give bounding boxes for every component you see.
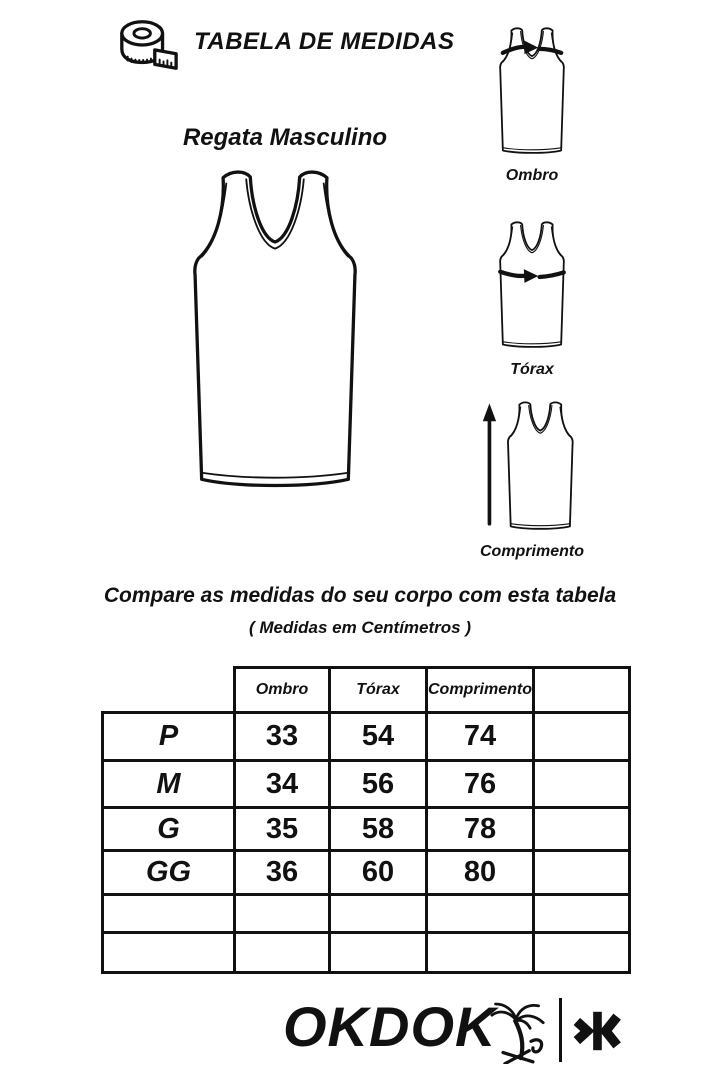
size-label	[103, 895, 235, 933]
size-table-header-row	[103, 668, 630, 713]
header-cell-blank	[103, 668, 235, 713]
ombro-value: 35	[235, 808, 330, 851]
page-title: TABELA DE MEDIDAS	[194, 28, 455, 55]
size-table	[101, 666, 631, 974]
tank-top-chest-arrow-icon	[491, 220, 573, 351]
extra-value	[534, 933, 630, 973]
extra-value	[534, 713, 630, 761]
logo-divider	[559, 998, 562, 1062]
table-row-empty-1	[103, 895, 630, 933]
guide-comprimento	[452, 400, 612, 561]
table-row-g	[103, 808, 630, 851]
compare-subheading: ( Medidas em Centímetros )	[249, 618, 471, 637]
header-cell-comprimento: Comprimento	[427, 668, 534, 713]
extra-value	[534, 808, 630, 851]
ombro-value: 36	[235, 851, 330, 895]
palm-tree-icon	[490, 1000, 546, 1069]
k-mark-icon	[573, 1007, 621, 1060]
compare-heading: Compare as medidas do seu corpo com esta tabela	[103, 584, 617, 607]
extra-value	[534, 761, 630, 808]
product-name: Regata Masculino	[182, 124, 388, 151]
table-row-m	[103, 761, 630, 808]
guide-comprimento-label: Comprimento	[480, 543, 584, 560]
tank-top-length-arrow-icon	[482, 400, 582, 533]
size-label: GG	[103, 851, 235, 895]
comprimento-value: 78	[427, 808, 534, 851]
size-label	[103, 933, 235, 973]
tank-top-illustration	[172, 166, 378, 501]
table-row-empty-2	[103, 933, 630, 973]
table-row-gg	[103, 851, 630, 895]
torax-value	[330, 933, 427, 973]
torax-value: 56	[330, 761, 427, 808]
size-label: P	[103, 713, 235, 761]
measuring-tape-icon	[116, 16, 180, 79]
ombro-value	[235, 895, 330, 933]
ombro-value	[235, 933, 330, 973]
extra-value	[534, 895, 630, 933]
extra-value	[534, 851, 630, 895]
header-cell-ombro: Ombro	[235, 668, 330, 713]
comprimento-value: 80	[427, 851, 534, 895]
torax-value: 58	[330, 808, 427, 851]
compare-text-block	[0, 584, 720, 638]
comprimento-value	[427, 895, 534, 933]
torax-value: 60	[330, 851, 427, 895]
guide-ombro	[462, 26, 602, 185]
torax-value: 54	[330, 713, 427, 761]
ombro-value: 33	[235, 713, 330, 761]
table-row-p	[103, 713, 630, 761]
comprimento-value: 76	[427, 761, 534, 808]
brand-wordmark: OKDOK	[283, 995, 497, 1058]
size-label: G	[103, 808, 235, 851]
guide-torax-label: Tórax	[510, 361, 554, 378]
header-cell-extra	[534, 668, 630, 713]
guide-ombro-label: Ombro	[505, 167, 559, 184]
comprimento-value	[427, 933, 534, 973]
comprimento-value: 74	[427, 713, 534, 761]
size-label: M	[103, 761, 235, 808]
guide-torax	[462, 220, 602, 379]
torax-value	[330, 895, 427, 933]
ombro-value: 34	[235, 761, 330, 808]
header-cell-torax: Tórax	[330, 668, 427, 713]
tank-top-shoulder-arrow-icon	[491, 26, 573, 157]
